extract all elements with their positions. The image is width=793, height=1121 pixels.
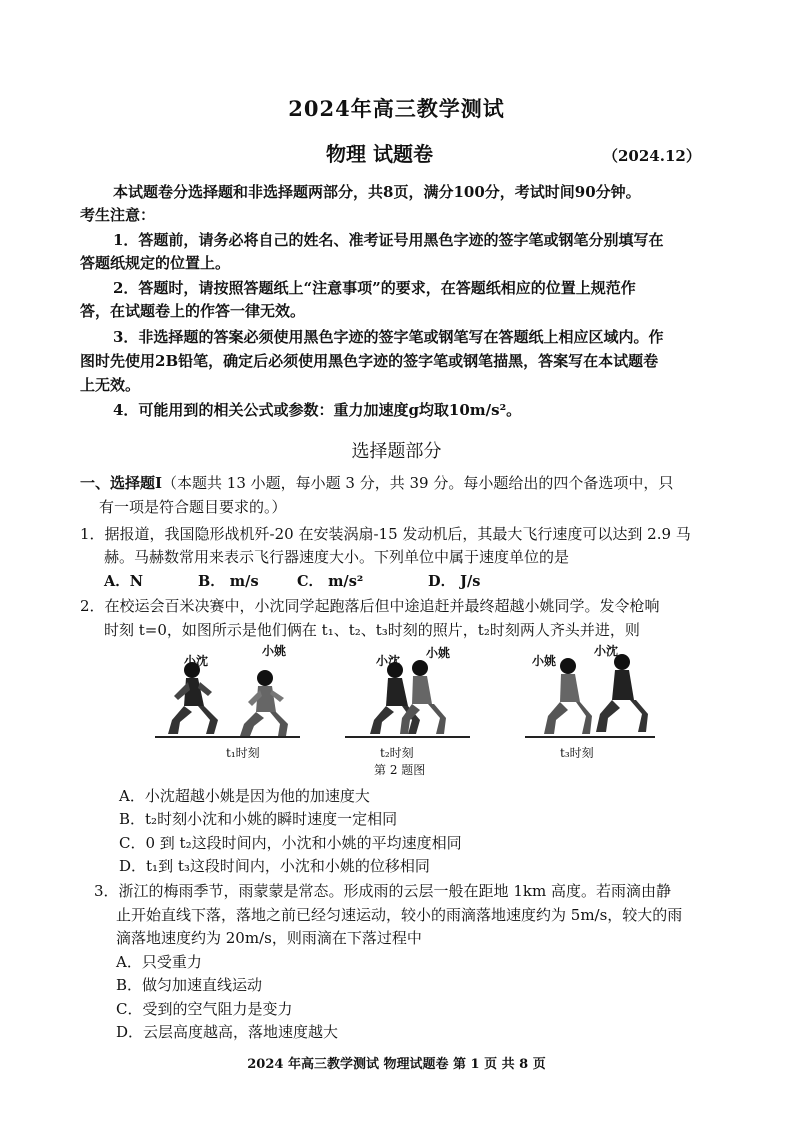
q1-line2: 赫。马赫数常用来表示飞行器速度大小。下列单位中属于速度单位的是: [104, 548, 570, 566]
q2-figure: [150, 640, 670, 780]
panel-t2: [345, 660, 470, 737]
note-1-line2: 答题纸规定的位置上。: [80, 254, 231, 272]
runner-yao-t1: [240, 670, 288, 736]
runner-yao-t3: [544, 658, 592, 734]
part1-line1: [80, 472, 673, 494]
page-subtitle: 物理 试题卷: [326, 142, 433, 166]
label-shen-1: 小沈: [184, 654, 209, 668]
note-3-line1: 3．非选择题的答案必须使用黑色字迹的签字笔或钢笔写在答题纸上相应区域内。作: [113, 328, 664, 346]
label-yao-2: 小姚: [426, 646, 451, 660]
q1-option-c: C． m/s²: [297, 573, 364, 590]
q3-option-b: B．做匀加速直线运动: [116, 976, 263, 994]
q2-option-c: C．0 到 t₂这段时间内，小沈和小姚的平均速度相同: [119, 834, 462, 852]
label-shen-2: 小沈: [376, 654, 401, 668]
q2-line1: 2．在校运会百米决赛中，小沈同学起跑落后但中途追赶并最终超越小姚同学。发令枪响: [80, 597, 660, 615]
q3-line2: 止开始直线下落，落地之前已经匀速运动，较小的雨滴落地速度约为 5m/s，较大的雨: [116, 906, 683, 924]
figure-title: 第 2 题图: [374, 763, 426, 777]
q3-option-d: D．云层高度越高，落地速度越大: [116, 1023, 339, 1041]
q2-option-d: D．t₁到 t₃这段时间内，小沈和小姚的位移相同: [119, 857, 430, 875]
runner-shen-t1: [168, 662, 218, 734]
note-2-line2: 答，在试题卷上的作答一律无效。: [80, 302, 306, 320]
note-3-line2: 图时先使用2B铅笔，确定后必须使用黑色字迹的签字笔或钢笔描黑，答案写在本试题卷: [80, 352, 659, 370]
runner-shen-t3: [596, 654, 648, 732]
caption-t3: t₃时刻: [560, 746, 594, 760]
page-title: 2024年高三教学测试: [288, 96, 505, 121]
notice-heading: 考生注意：: [80, 206, 156, 224]
part1-line2: 有一项是符合题目要求的。）: [99, 498, 287, 516]
caption-t2: t₂时刻: [380, 746, 414, 760]
note-3-line3: 上无效。: [80, 376, 141, 394]
q1-option-d: D． J/s: [428, 573, 481, 590]
note-1-line1: 1．答题前，请务必将自己的姓名、准考证号用黑色字迹的签字笔或钢笔分别填写在: [113, 231, 664, 249]
q2-option-b: B．t₂时刻小沈和小姚的瞬时速度一定相同: [119, 810, 398, 828]
part1-label: 一、选择题Ⅰ: [80, 474, 163, 492]
part1-desc: （本题共 13 小题，每小题 3 分，共 39 分。每小题给出的四个备选项中，只: [162, 474, 674, 492]
label-shen-3: 小沈: [594, 644, 619, 658]
q2-line2: 时刻 t=0，如图所示是他们俩在 t₁、t₂、t₃时刻的照片，t₂时刻两人齐头并进，则: [104, 621, 640, 639]
q3-option-c: C．受到的空气阻力是变力: [116, 1000, 293, 1018]
label-yao-3: 小姚: [532, 654, 557, 668]
panel-t1: [155, 662, 300, 737]
q3-line3: 滴落地速度约为 20m/s，则雨滴在下落过程中: [116, 929, 422, 947]
exam-date: （2024.12）: [603, 147, 701, 165]
caption-t1: t₁时刻: [226, 746, 260, 760]
page-footer: 2024 年高三教学测试 物理试题卷 第 1 页 共 8 页: [247, 1057, 546, 1072]
label-yao-1: 小姚: [262, 644, 287, 658]
q1-line1: 1．据报道，我国隐形战机歼-20 在安装涡扇-15 发动机后，其最大飞行速度可以达到 2.9 马: [80, 525, 691, 543]
section-title: 选择题部分: [351, 441, 442, 462]
q1-option-b: B． m/s: [198, 573, 259, 590]
note-4-line1: 4．可能用到的相关公式或参数：重力加速度g均取10m/s²。: [113, 401, 522, 419]
runner-yao-t2: [400, 660, 446, 734]
intro-text: 本试题卷分选择题和非选择题两部分，共8页，满分100分，考试时间90分钟。: [113, 183, 641, 201]
note-2-line1: 2．答题时，请按照答题纸上“注意事项”的要求，在答题纸相应的位置上规范作: [113, 279, 636, 297]
q3-line1: 3．浙江的梅雨季节，雨蒙蒙是常态。形成雨的云层一般在距地 1km 高度。若雨滴由静: [94, 882, 671, 900]
q2-option-a: A．小沈超越小姚是因为他的加速度大: [119, 787, 370, 805]
q3-option-a: A．只受重力: [116, 953, 202, 971]
q1-option-a: A．N: [104, 573, 144, 590]
